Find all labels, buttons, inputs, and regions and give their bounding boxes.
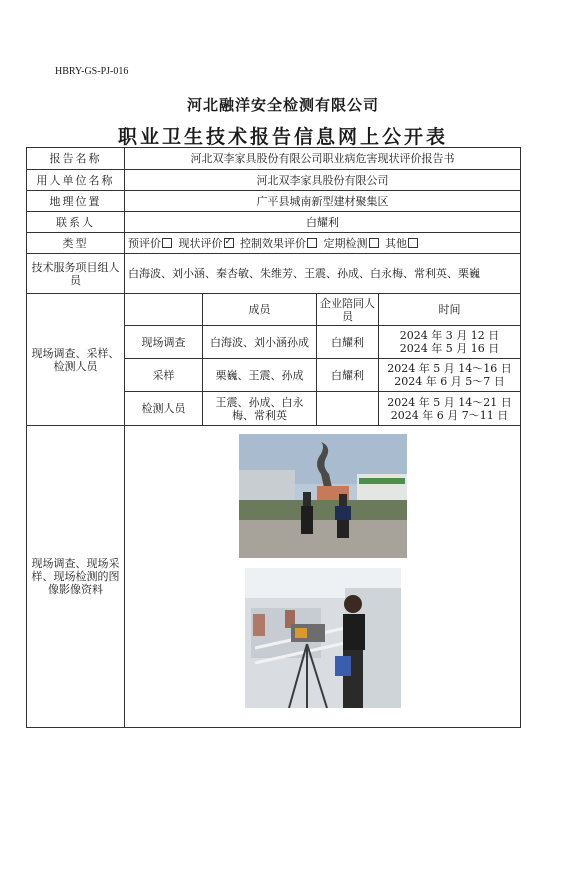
row-contact (27, 212, 521, 233)
row-field-header (27, 294, 521, 326)
checkbox-status-assessment[interactable] (224, 238, 234, 248)
field-item-members: 王震、孙成、白永梅、常利英 (203, 392, 317, 426)
images-cell (125, 426, 521, 728)
header-time: 时间 (379, 294, 521, 326)
option-pre-assessment: 预评价 (128, 237, 175, 250)
field-item-company-staff (317, 392, 379, 426)
row-report-name (27, 148, 521, 170)
field-item-name: 现场调查 (125, 326, 203, 359)
label-report-name: 报告名称 (27, 148, 125, 170)
field-item-company-staff: 白耀利 (317, 359, 379, 392)
option-periodic-test: 定期检测 (324, 237, 382, 250)
checkbox-pre-assessment[interactable] (162, 238, 172, 248)
value-employer: 河北双李家具股份有限公司 (125, 170, 521, 191)
page-title: 职业卫生技术报告信息网上公开表 (117, 126, 448, 148)
field-item-time: 2024 年 5 月 14～21 日 2024 年 6 月 7～11 日 (379, 392, 521, 426)
field-item-name: 检测人员 (125, 392, 203, 426)
value-location: 广平县城南新型建材聚集区 (125, 191, 521, 212)
label-type: 类型 (27, 233, 125, 254)
row-images (27, 426, 521, 728)
field-item-members: 栗巍、王震、孙成 (203, 359, 317, 392)
field-header-blank (125, 294, 203, 326)
label-field-staff: 现场调查、采样、检测人员 (27, 294, 125, 426)
option-control-effect: 控制效果评价 (240, 237, 320, 250)
document-code: HBRY-GS-PJ-016 (55, 66, 129, 77)
row-location (27, 191, 521, 212)
value-report-name: 河北双李家具股份有限公司职业病危害现状评价报告书 (125, 148, 521, 170)
field-item-company-staff: 白耀利 (317, 326, 379, 359)
field-item-members: 白海波、刘小涵孙成 (203, 326, 317, 359)
option-status-assessment: 现状评价✓ (179, 237, 237, 250)
site-survey-photo (239, 434, 407, 558)
sampling-photo (245, 568, 401, 708)
value-tech-team: 白海波、刘小涵、秦杏敏、朱维芳、王震、孙成、白永梅、常利英、栗巍 (125, 254, 521, 294)
checkbox-other[interactable] (408, 238, 418, 248)
field-item-time: 2024 年 5 月 14～16 日 2024 年 6 月 5～7 日 (379, 359, 521, 392)
label-images: 现场调查、现场采样、现场检测的图像影像资料 (27, 426, 125, 728)
info-table (26, 147, 521, 728)
label-location: 地理位置 (27, 191, 125, 212)
label-employer: 用人单位名称 (27, 170, 125, 191)
label-contact: 联系人 (27, 212, 125, 233)
value-contact: 白耀利 (125, 212, 521, 233)
label-tech-team: 技术服务项目组人员 (27, 254, 125, 294)
checkbox-periodic-test[interactable] (369, 238, 379, 248)
row-tech-team (27, 254, 521, 294)
company-name: 河北融洋安全检测有限公司 (186, 96, 379, 114)
header-company-staff: 企业陪同人员 (317, 294, 379, 326)
option-other: 其他 (385, 237, 421, 250)
header-members: 成员 (203, 294, 317, 326)
field-item-name: 采样 (125, 359, 203, 392)
row-type (27, 233, 521, 254)
row-employer (27, 170, 521, 191)
type-options (125, 233, 521, 254)
field-item-time: 2024 年 3 月 12 日 2024 年 5 月 16 日 (379, 326, 521, 359)
checkbox-control-effect[interactable] (307, 238, 317, 248)
